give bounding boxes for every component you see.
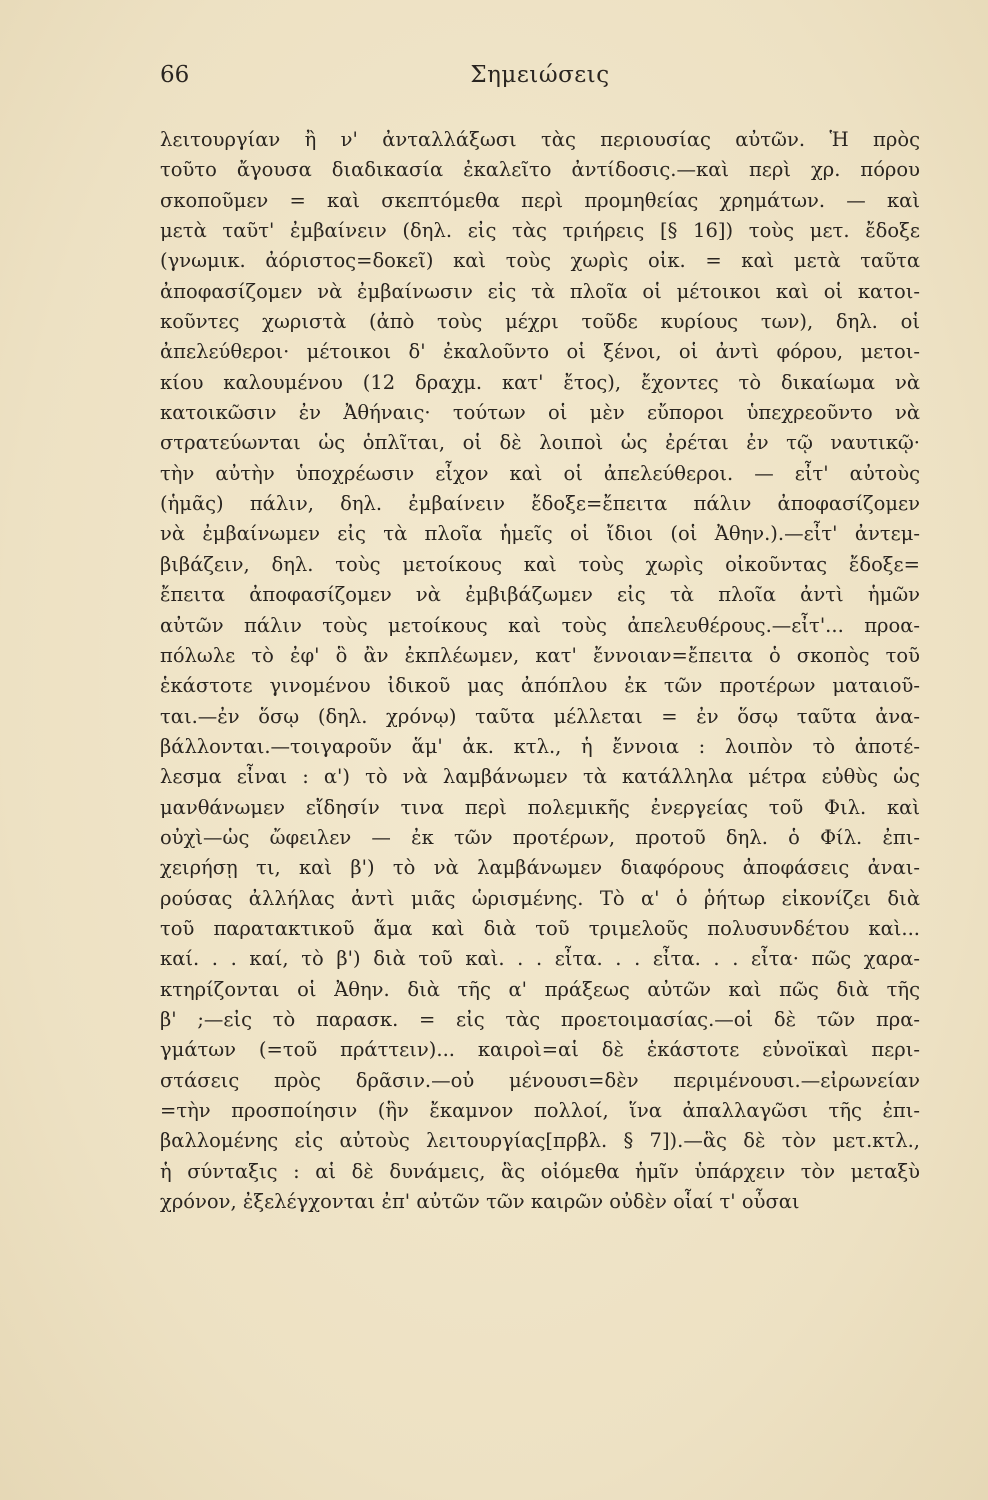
text-line: λεσμα εἶναι : α') τὸ νὰ λαμβάνωμεν τὰ κατάλληλα μέτρα εὐθὺς ὡς (160, 765, 920, 789)
text-line: μανθάνωμεν εἴδησίν τινα περὶ πολεμικῆς ἐνεργείας τοῦ Φιλ. καὶ (160, 795, 920, 819)
text-line: ἀποφασίζομεν νὰ ἐμβαίνωσιν εἰς τὰ πλοῖα οἱ μέτοικοι καὶ οἱ κατοι- (160, 279, 920, 303)
text-line: =τὴν προσποίησιν (ἣν ἔκαμνον πολλοί, ἵνα ἀπαλλαγῶσι τῆς ἐπι- (160, 1099, 920, 1122)
text-line: μετὰ ταῦτ' ἐμβαίνειν (δηλ. εἰς τὰς τριήρεις [§ 16]) τοὺς μετ. ἔδοξε (160, 219, 920, 243)
text-line: βιβάζειν, δηλ. τοὺς μετοίκους καὶ τοὺς χωρὶς οἰκοῦντας ἔδοξε= (160, 552, 920, 576)
text-line: αὐτῶν πάλιν τοὺς μετοίκους καὶ τοὺς ἀπελευθέρους.—εἶτ'... προα- (160, 613, 920, 637)
running-title: Σημειώσεις (470, 62, 610, 88)
text-line: τοῦτο ἄγουσα διαδικασία ἐκαλεῖτο ἀντίδοσις.—καὶ περὶ χρ. πόρου (160, 158, 920, 182)
text-line: στρατεύωνται ὡς ὁπλῖται, οἱ δὲ λοιποὶ ὡς ἐρέται ἐν τῷ ναυτικῷ· (160, 431, 920, 455)
text-line: (γνωμικ. ἀόριστος=δοκεῖ) καὶ τοὺς χωρὶς οἰκ. = καὶ μετὰ ταῦτα (160, 249, 920, 273)
text-line: κίου καλουμένου (12 δραχμ. κατ' ἔτος), ἔχοντες τὸ δικαίωμα νὰ (160, 370, 920, 394)
text-line: τοῦ παρατακτικοῦ ἅμα καὶ διὰ τοῦ τριμελοῦς πολυσυνδέτου καὶ... (160, 916, 920, 940)
page-number: 66 (160, 62, 190, 88)
text-line: κτηρίζονται οἱ Ἀθην. διὰ τῆς α' πράξεως αὐτῶν καὶ πῶς διὰ τῆς (160, 977, 920, 1001)
body-text (160, 125, 920, 1217)
text-line: ται.—ἐν ὅσῳ (δηλ. χρόνῳ) ταῦτα μέλλεται = ἐν ὅσῳ ταῦτα ἀνα- (160, 704, 920, 728)
text-line: λειτουργίαν ἢ ν' ἀνταλλάξωσι τὰς περιουσίας αὐτῶν. Ἡ πρὸς (160, 128, 920, 151)
text-line: νὰ ἐμβαίνωμεν εἰς τὰ πλοῖα ἡμεῖς οἱ ἴδιοι (οἱ Ἀθην.).—εἶτ' ἀντεμ- (160, 522, 920, 546)
text-line: χειρήσῃ τι, καὶ β') τὸ νὰ λαμβάνωμεν διαφόρους ἀποφάσεις ἀναι- (160, 856, 920, 880)
text-line: β' ;—εἰς τὸ παρασκ. = εἰς τὰς προετοιμασίας.—οἱ δὲ τῶν πρα- (160, 1007, 920, 1031)
text-line: ἔπειτα ἀποφασίζομεν νὰ ἐμβιβάζωμεν εἰς τὰ πλοῖα ἀντὶ ἡμῶν (160, 583, 920, 607)
text-line: χρόνον, ἐξελέγχονται ἐπ' αὐτῶν τῶν καιρῶν οὐδὲν οἷαί τ' οὖσαι (160, 1190, 800, 1214)
text-line: ἡ σύνταξις : αἱ δὲ δυνάμεις, ἃς οἰόμεθα ἡμῖν ὑπάρχειν τὸν μεταξὺ (160, 1159, 920, 1183)
text-line: κατοικῶσιν ἐν Ἀθήναις· τούτων οἱ μὲν εὔποροι ὑπεχρεοῦντο νὰ (160, 401, 920, 425)
text-line: ρούσας ἀλλήλας ἀντὶ μιᾶς ὡρισμένης. Τὸ α' ὁ ῥήτωρ εἰκονίζει διὰ (160, 886, 920, 910)
text-line: (ἡμᾶς) πάλιν, δηλ. ἐμβαίνειν ἔδοξε=ἔπειτα πάλιν ἀποφασίζομεν (160, 492, 920, 516)
text-line: στάσεις πρὸς δρᾶσιν.—οὐ μένουσι=δὲν περιμένουσι.—εἰρωνείαν (160, 1068, 920, 1092)
page-header (160, 62, 920, 94)
text-line: ἀπελεύθεροι· μέτοικοι δ' ἐκαλοῦντο οἱ ξένοι, οἱ ἀντὶ φόρου, μετοι- (160, 340, 920, 364)
text-line: γμάτων (=τοῦ πράττειν)... καιροὶ=αἱ δὲ ἑκάστοτε εὐνοϊκαὶ περι- (160, 1038, 920, 1062)
text-line: βαλλομένης εἰς αὐτοὺς λειτουργίας[πρβλ. § 7]).—ἃς δὲ τὸν μετ.κτλ., (160, 1129, 920, 1153)
text-line: ἑκάστοτε γινομένου ἰδικοῦ μας ἀπόπλου ἐκ τῶν προτέρων ματαιοῦ- (160, 674, 920, 698)
text-line: καί. . . καί, τὸ β') διὰ τοῦ καὶ. . . εἶτα. . . εἶτα. . . εἶτα· πῶς χαρα- (160, 947, 920, 971)
text-line: πόλωλε τὸ ἐφ' ὃ ἂν ἐκπλέωμεν, κατ' ἔννοιαν=ἔπειτα ὁ σκοπὸς τοῦ (160, 643, 920, 667)
text-line: οὐχὶ—ὡς ὤφειλεν — ἐκ τῶν προτέρων, προτοῦ δηλ. ὁ Φίλ. ἐπι- (160, 825, 920, 849)
text-line: κοῦντες χωριστὰ (ἀπὸ τοὺς μέχρι τοῦδε κυρίους των), δηλ. οἱ (160, 310, 920, 334)
text-line: τὴν αὐτὴν ὑποχρέωσιν εἶχον καὶ οἱ ἀπελεύθεροι. — εἶτ' αὐτοὺς (160, 461, 920, 485)
text-line: βάλλονται.—τοιγαροῦν ἅμ' ἀκ. κτλ., ἡ ἔννοια : λοιπὸν τὸ ἀποτέ- (160, 734, 920, 758)
text-line: σκοποῦμεν = καὶ σκεπτόμεθα περὶ προμηθείας χρημάτων. — καὶ (160, 188, 920, 212)
